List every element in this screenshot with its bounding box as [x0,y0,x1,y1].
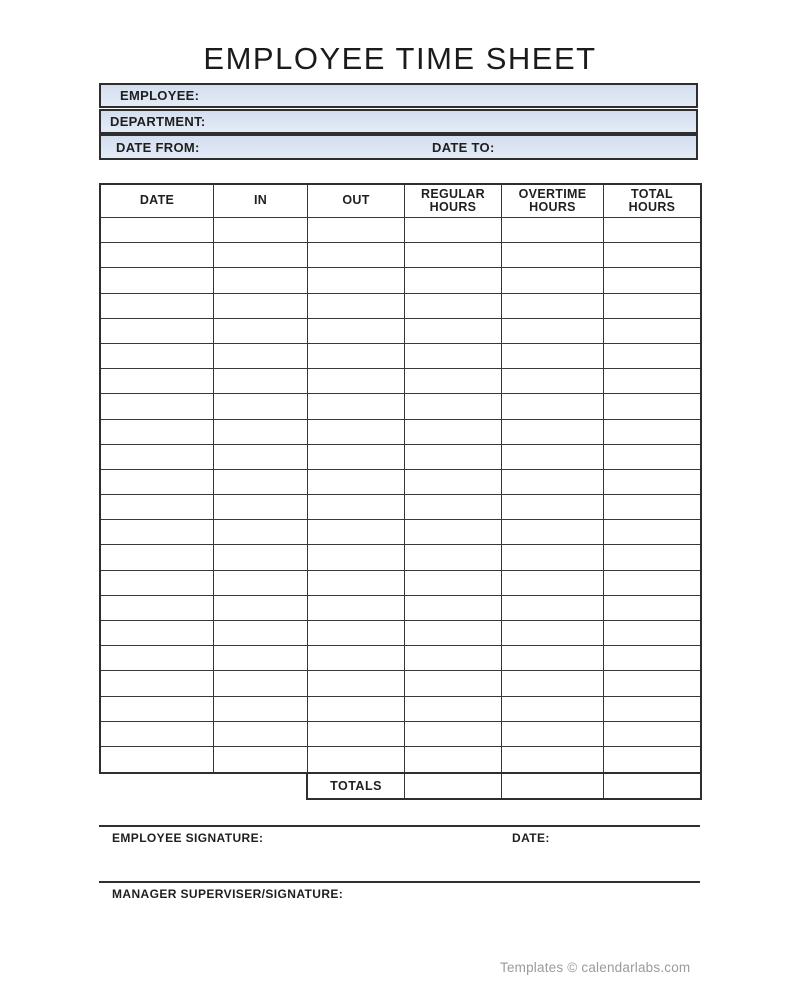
employee-field-row [99,83,698,108]
table-cell [214,520,308,545]
table-cell [405,420,502,445]
table-cell [214,697,308,722]
table-row [101,545,700,570]
table-cell [308,268,405,293]
table-cell [502,268,604,293]
table-cell [502,747,604,772]
table-cell [101,545,214,570]
table-row [101,520,700,545]
table-row [101,470,700,495]
table-cell [405,344,502,369]
department-field-row [99,109,698,134]
table-cell [502,344,604,369]
table-row [101,621,700,646]
table-row [101,596,700,621]
table-cell [214,369,308,394]
department-label: DEPARTMENT: [110,114,206,129]
table-cell [604,445,700,470]
table-cell [214,394,308,419]
table-cell [502,671,604,696]
table-cell [308,495,405,520]
table-cell [101,646,214,671]
table-row [101,697,700,722]
table-cell [604,747,700,772]
table-cell [604,218,700,243]
page-title: EMPLOYEE TIME SHEET [203,41,597,76]
table-cell [405,671,502,696]
table-cell [214,671,308,696]
table-cell [101,621,214,646]
column-header: REGULAR HOURS [405,185,502,218]
totals-value-cell [405,774,502,798]
employee-signature-label: EMPLOYEE SIGNATURE: [112,831,264,845]
table-cell [214,596,308,621]
table-cell [405,394,502,419]
table-cell [308,646,405,671]
table-row [101,394,700,419]
table-cell [604,495,700,520]
table-cell [308,470,405,495]
table-cell [604,394,700,419]
table-cell [604,520,700,545]
table-cell [214,294,308,319]
employee-label: EMPLOYEE: [120,88,200,103]
table-row [101,268,700,293]
table-cell [405,294,502,319]
table-cell [101,344,214,369]
table-cell [101,671,214,696]
table-cell [405,596,502,621]
table-cell [405,747,502,772]
table-cell [405,268,502,293]
table-cell [405,495,502,520]
table-cell [502,495,604,520]
table-cell [405,520,502,545]
table-cell [214,621,308,646]
table-cell [604,697,700,722]
table-cell [502,646,604,671]
table-cell [604,671,700,696]
table-cell [604,294,700,319]
table-cell [214,445,308,470]
table-cell [502,218,604,243]
employee-signature-line [99,825,700,827]
column-header: OUT [308,185,405,218]
table-cell [405,369,502,394]
table-cell [405,621,502,646]
table-cell [101,369,214,394]
date-range-field-row [99,134,698,160]
table-row [101,646,700,671]
table-cell [502,243,604,268]
table-cell [214,495,308,520]
table-cell [502,294,604,319]
table-cell [502,571,604,596]
table-row [101,243,700,268]
table-cell [101,420,214,445]
table-cell [214,420,308,445]
table-cell [308,545,405,570]
table-cell [405,571,502,596]
timesheet-table [99,183,702,774]
table-row [101,218,700,243]
table-cell [214,470,308,495]
table-cell [101,470,214,495]
table-row [101,420,700,445]
table-cell [405,697,502,722]
table-row [101,369,700,394]
date-from-label: DATE FROM: [116,139,200,155]
table-cell [502,722,604,747]
table-row [101,344,700,369]
table-cell [604,243,700,268]
table-row [101,495,700,520]
table-cell [405,243,502,268]
table-cell [214,747,308,772]
table-cell [101,218,214,243]
table-cell [604,621,700,646]
table-cell [101,495,214,520]
table-cell [604,268,700,293]
table-cell [502,445,604,470]
table-cell [502,470,604,495]
table-cell [308,420,405,445]
footer-credit: Templates © calendarlabs.com [500,960,691,975]
table-cell [308,697,405,722]
table-cell [308,243,405,268]
table-cell [101,747,214,772]
totals-value-cell [604,774,700,798]
table-cell [101,294,214,319]
table-cell [502,697,604,722]
table-cell [604,369,700,394]
table-row [101,722,700,747]
table-row [101,294,700,319]
signature-date-label: DATE: [512,831,550,845]
table-cell [502,545,604,570]
totals-value-cell [502,774,604,798]
column-header: IN [214,185,308,218]
table-row [101,571,700,596]
table-cell [308,445,405,470]
table-cell [308,520,405,545]
table-cell [405,646,502,671]
table-cell [502,621,604,646]
table-cell [405,470,502,495]
table-row [101,671,700,696]
table-cell [502,420,604,445]
table-cell [214,646,308,671]
table-cell [308,369,405,394]
table-cell [101,596,214,621]
totals-row [306,772,702,800]
table-cell [101,520,214,545]
table-cell [604,646,700,671]
table-cell [214,218,308,243]
table-cell [214,344,308,369]
table-cell [214,571,308,596]
table-cell [502,319,604,344]
table-cell [502,596,604,621]
table-row [101,747,700,772]
table-cell [214,243,308,268]
table-cell [101,697,214,722]
totals-label: TOTALS [308,774,405,798]
column-header: DATE [101,185,214,218]
table-cell [101,722,214,747]
table-cell [604,722,700,747]
column-header: OVERTIME HOURS [502,185,604,218]
table-cell [604,319,700,344]
table-cell [308,344,405,369]
table-cell [308,747,405,772]
table-cell [101,243,214,268]
manager-signature-line [99,881,700,883]
table-cell [308,722,405,747]
date-to-label: DATE TO: [432,139,495,155]
table-cell [405,218,502,243]
table-cell [604,596,700,621]
table-cell [604,545,700,570]
table-cell [308,394,405,419]
table-cell [405,319,502,344]
table-cell [214,722,308,747]
table-cell [308,294,405,319]
table-cell [308,571,405,596]
table-cell [214,545,308,570]
table-cell [101,394,214,419]
table-cell [214,268,308,293]
column-header: TOTAL HOURS [604,185,700,218]
table-cell [604,344,700,369]
table-cell [101,445,214,470]
table-header-row [101,185,700,218]
table-cell [101,268,214,293]
table-row [101,319,700,344]
table-cell [604,470,700,495]
table-row [101,445,700,470]
table-cell [308,621,405,646]
table-cell [308,596,405,621]
table-cell [604,420,700,445]
table-cell [604,571,700,596]
table-cell [502,369,604,394]
table-cell [308,671,405,696]
table-cell [405,722,502,747]
manager-signature-label: MANAGER SUPERVISER/SIGNATURE: [112,887,344,901]
table-cell [502,520,604,545]
table-cell [214,319,308,344]
table-cell [308,319,405,344]
table-cell [502,394,604,419]
table-cell [101,319,214,344]
table-cell [308,218,405,243]
table-cell [101,571,214,596]
table-cell [405,445,502,470]
table-cell [405,545,502,570]
